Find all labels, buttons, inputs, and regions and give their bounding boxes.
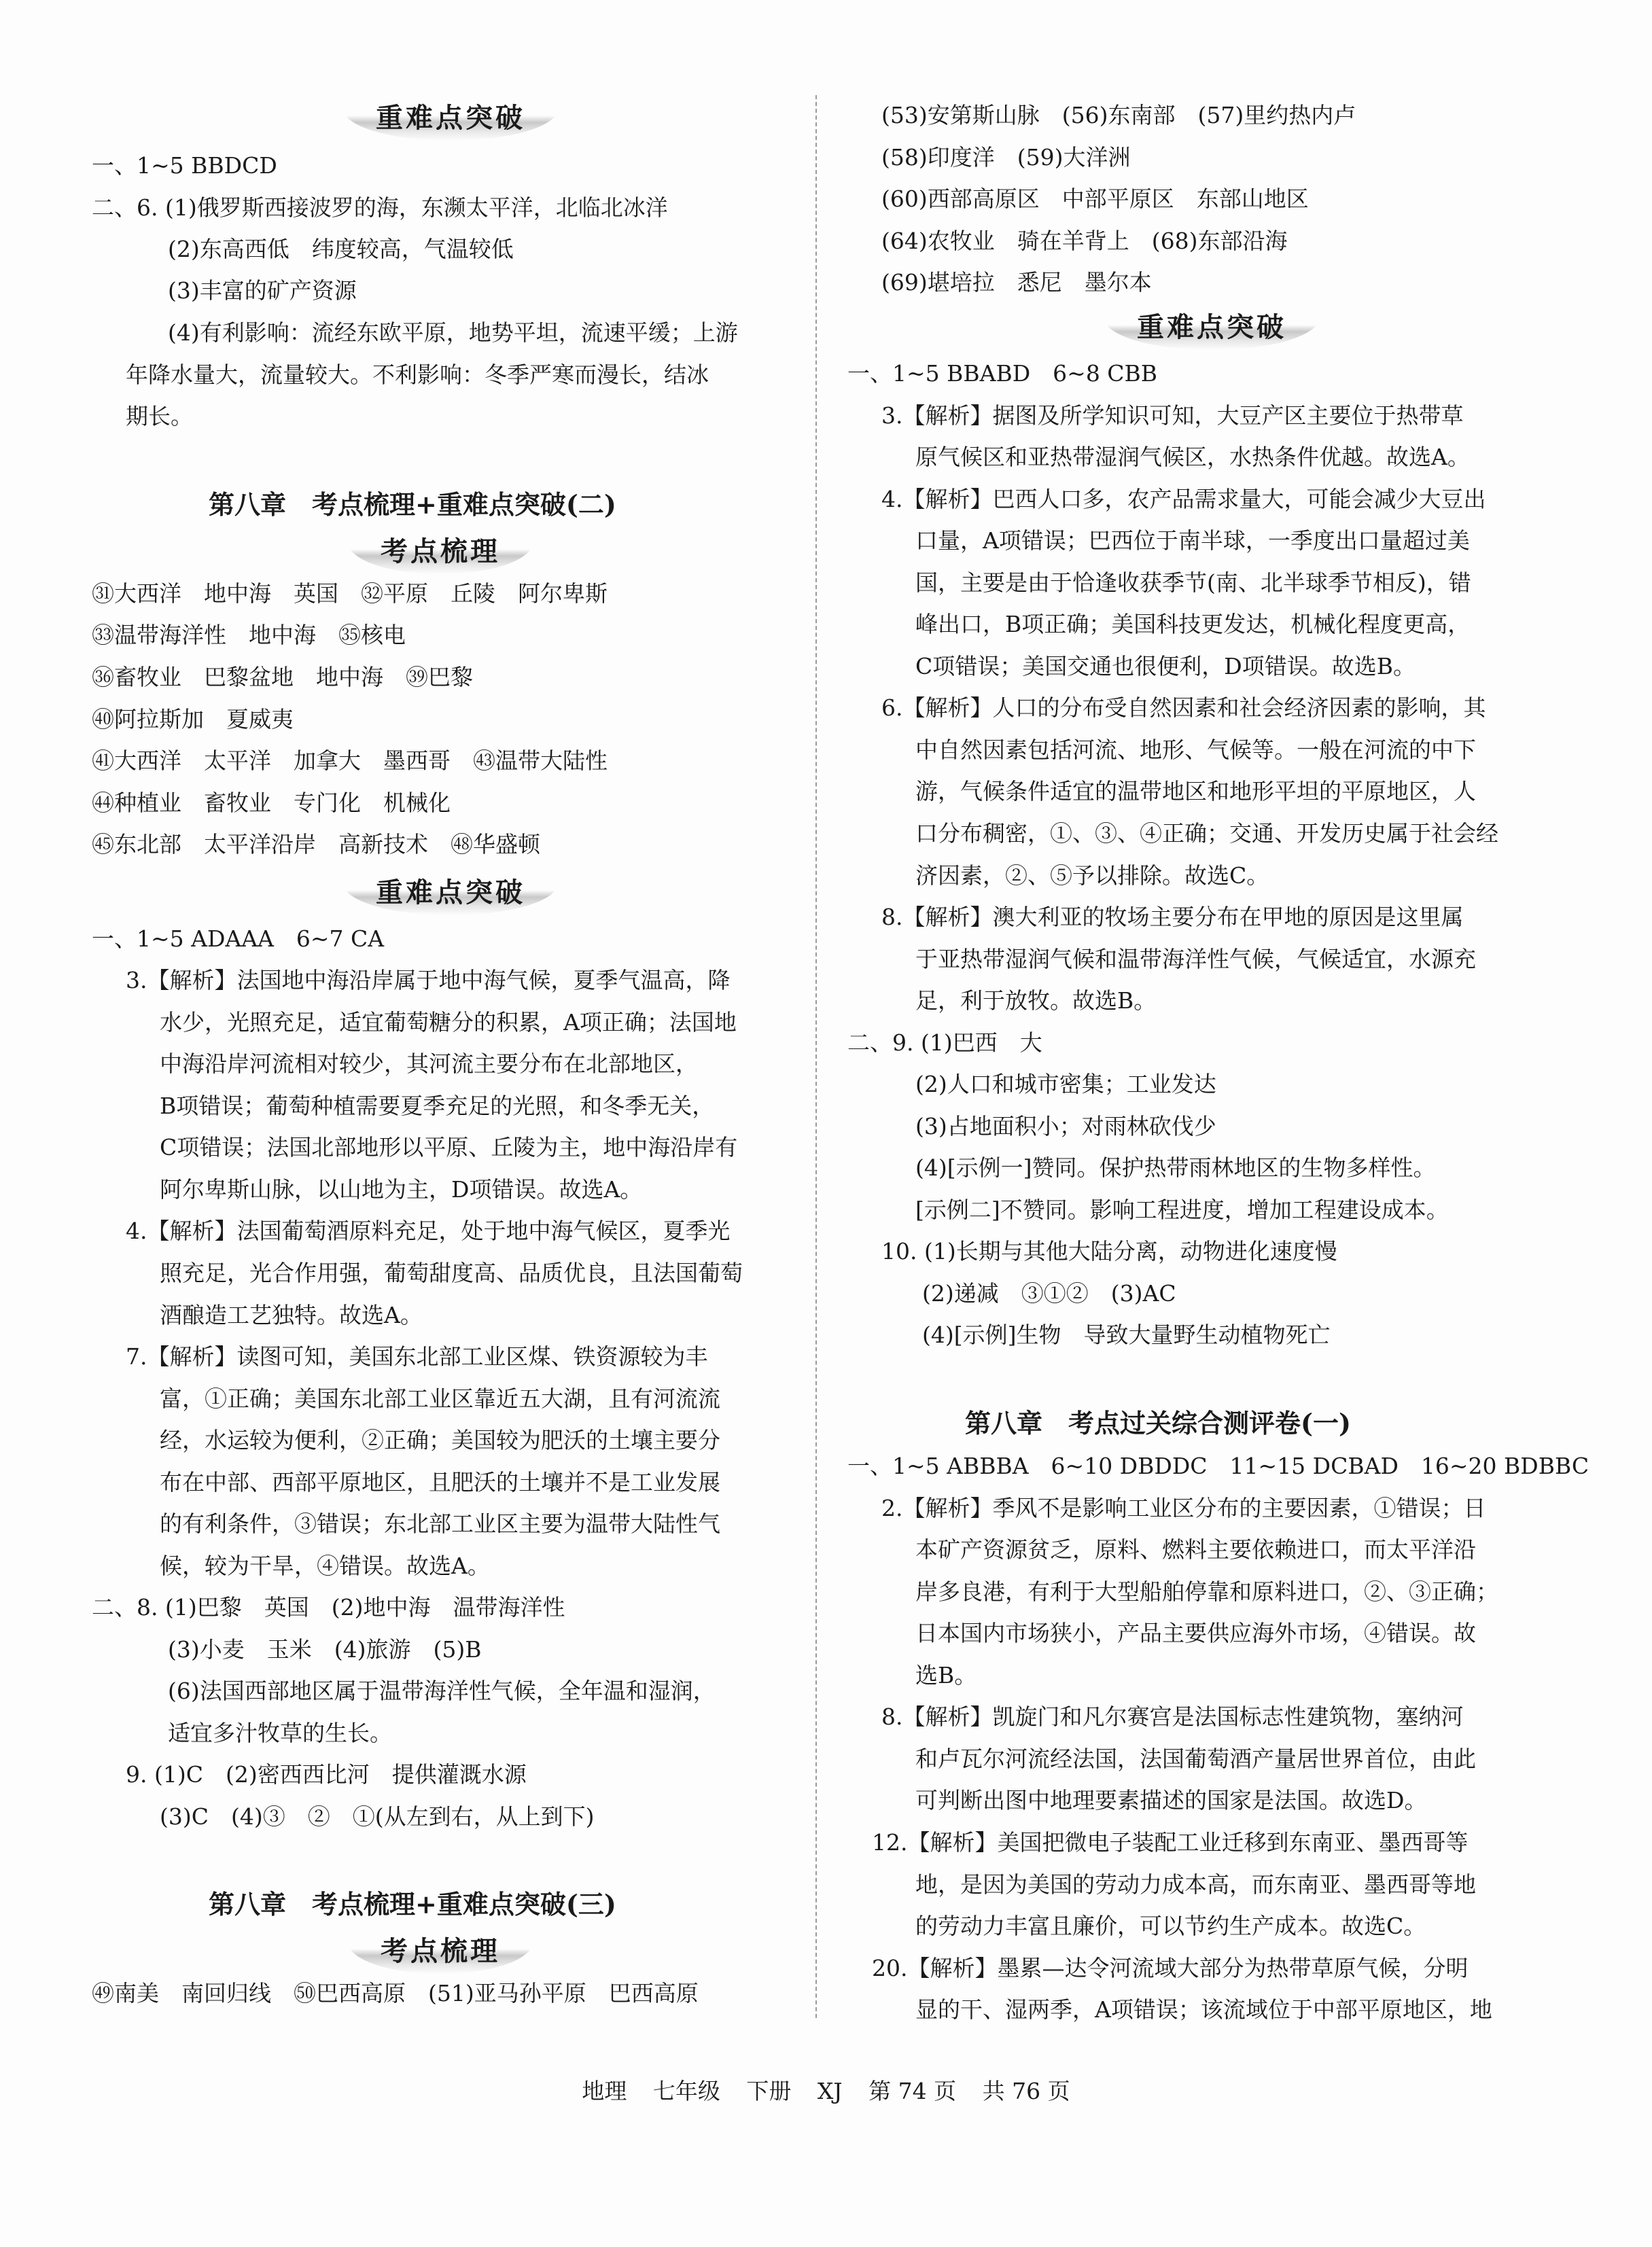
answer-line: 本矿产资源贫乏，原料、燃料主要依赖进口，而太平洋沿 xyxy=(915,1536,1476,1563)
answer-line: 4.【解析】巴西人口多，农产品需求量大，可能会减少大豆出 xyxy=(881,486,1486,512)
answer-line: 年降水量大，流量较大。不利影响：冬季严寒而漫长，结冰 xyxy=(126,361,709,388)
answer-line: (2)东高西低 纬度较高，气温较低 xyxy=(168,236,514,262)
answer-line: 布在中部、西部平原地区，且肥沃的土壤并不是工业发展 xyxy=(160,1469,720,1496)
answer-line: (69)堪培拉 悉尼 墨尔本 xyxy=(881,269,1152,296)
section-header-key-points: 考点梳理 xyxy=(348,529,533,574)
answer-line: 富，①正确；美国东北部工业区靠近五大湖，且有河流流 xyxy=(160,1385,720,1412)
answer-line: (6)法国西部地区属于温带海洋性气候，全年温和湿润， xyxy=(168,1678,716,1704)
answer-line: ㊹种植业 畜牧业 专门化 机械化 xyxy=(92,790,451,816)
answer-line: 20.【解析】墨累—达令河流域大部分为热带草原气候，分明 xyxy=(872,1955,1469,1981)
answer-line: (4)有利影响：流经东欧平原，地势平坦，流速平缓；上游 xyxy=(168,319,738,346)
answer-line: 适宜多汁牧草的生长。 xyxy=(168,1720,392,1746)
answer-line: ㊺东北部 太平洋沿岸 高新技术 ㊽华盛顿 xyxy=(92,831,540,857)
answer-line: ㊶大西洋 太平洋 加拿大 墨西哥 ㊸温带大陆性 xyxy=(92,747,608,774)
answer-line: 足，利于放牧。故选B。 xyxy=(915,987,1157,1014)
answer-line: 12.【解析】美国把微电子装配工业迁移到东南亚、墨西哥等 xyxy=(872,1829,1469,1856)
answer-line: 国，主要是由于恰逢收获季节(南、北半球季节相反)，错 xyxy=(915,569,1471,596)
answer-line: 口量，A项错误；巴西位于南半球，一季度出口量超过美 xyxy=(915,527,1470,554)
answer-line: 酒酿造工艺独特。故选A。 xyxy=(160,1302,423,1328)
footer-subject: 地理 xyxy=(582,2078,627,2104)
answer-line: (3)占地面积小；对雨林砍伐少 xyxy=(915,1113,1216,1139)
answer-line: (58)印度洋 (59)大洋洲 xyxy=(881,144,1131,171)
answer-line: 9. (1)C (2)密西西比河 提供灌溉水源 xyxy=(126,1761,527,1788)
answer-line: 显的干、湿两季，A项错误；该流域位于中部平原地区，地 xyxy=(915,1996,1492,2023)
answer-line: 阿尔卑斯山脉，以山地为主，D项错误。故选A。 xyxy=(160,1176,643,1203)
footer-page-total: 共 76 页 xyxy=(982,2078,1070,2104)
answer-line: 一、1~5 ADAAA 6~7 CA xyxy=(92,925,385,952)
section-header-difficult-points: 重难点突破 xyxy=(1104,304,1319,350)
answer-line: (2)递减 ③①② (3)AC xyxy=(922,1280,1176,1307)
footer-volume: 下册 xyxy=(746,2078,792,2104)
answer-line: 二、6. (1)俄罗斯西接波罗的海，东濒太平洋，北临北冰洋 xyxy=(92,194,668,221)
answer-line: ㊾南美 南回归线 ㊿巴西高原 (51)亚马孙平原 巴西高原 xyxy=(92,1980,699,2006)
answer-line: 地，是因为美国的劳动力成本高，而东南亚、墨西哥等地 xyxy=(915,1871,1476,1898)
chapter-title: 第八章 考点梳理+重难点突破(三) xyxy=(209,1889,616,1919)
section-header-key-points: 考点梳理 xyxy=(348,1928,533,1974)
answer-line: 一、1~5 BBDCD xyxy=(92,152,277,179)
answer-line: 10. (1)长期与其他大陆分离，动物进化速度慢 xyxy=(881,1238,1337,1264)
chapter-title: 第八章 考点梳理+重难点突破(二) xyxy=(209,489,616,520)
section-header-difficult-points: 重难点突破 xyxy=(343,870,558,915)
page-footer xyxy=(0,2074,1652,2106)
footer-page-number: 第 74 页 xyxy=(868,2078,957,2104)
answer-line: C项错误；美国交通也很便利，D项错误。故选B。 xyxy=(915,653,1416,679)
answer-line: 峰出口，B项正确；美国科技更发达，机械化程度更高， xyxy=(915,611,1471,637)
chapter-title: 第八章 考点过关综合测评卷(一) xyxy=(965,1408,1351,1438)
answer-line: [示例二]不赞同。影响工程进度，增加工程建设成本。 xyxy=(915,1197,1449,1223)
answer-line: B项错误；葡萄种植需要夏季充足的光照，和冬季无关， xyxy=(160,1093,715,1119)
answer-line: (2)人口和城市密集；工业发达 xyxy=(915,1071,1216,1097)
answer-line: 中海沿岸河流相对较少，其河流主要分布在北部地区， xyxy=(160,1050,698,1077)
answer-line: 的有利条件，③错误；东北部工业区主要为温带大陆性气 xyxy=(160,1510,720,1537)
answer-line: 于亚热带湿润气候和温带海洋性气候，气候适宜，水源充 xyxy=(915,946,1476,972)
answer-line: 一、1~5 ABBBA 6~10 DBDDC 11~15 DCBAD 16~20 BDBBC xyxy=(847,1453,1589,1479)
answer-line: 3.【解析】据图及所学知识可知，大豆产区主要位于热带草 xyxy=(881,402,1464,429)
answer-line: 期长。 xyxy=(126,403,193,429)
answer-line: 7.【解析】读图可知，美国东北部工业区煤、铁资源较为丰 xyxy=(126,1343,708,1370)
answer-line: 原气候区和亚热带湿润气候区，水热条件优越。故选A。 xyxy=(915,444,1470,470)
column-divider xyxy=(815,95,817,2018)
footer-edition: XJ xyxy=(817,2078,843,2104)
answer-line: C项错误；法国北部地形以平原、丘陵为主，地中海沿岸有 xyxy=(160,1134,738,1161)
answer-line: ㊵阿拉斯加 夏威夷 xyxy=(92,706,294,732)
answer-line: (3)丰富的矿产资源 xyxy=(168,277,357,304)
answer-line: 候，较为干旱，④错误。故选A。 xyxy=(160,1553,490,1579)
answer-line: 照充足，光合作用强，葡萄甜度高、品质优良，且法国葡萄 xyxy=(160,1260,743,1286)
answer-line: (3)C (4)③ ② ①(从左到右，从上到下) xyxy=(160,1803,595,1830)
answer-line: (60)西部高原区 中部平原区 东部山地区 xyxy=(881,185,1309,212)
answer-line: 选B。 xyxy=(915,1662,977,1688)
answer-line: 二、8. (1)巴黎 英国 (2)地中海 温带海洋性 xyxy=(92,1594,565,1621)
answer-line: 可判断出图中地理要素描述的国家是法国。故选D。 xyxy=(915,1787,1427,1813)
answer-line: (4)[示例一]赞同。保护热带雨林地区的生物多样性。 xyxy=(915,1154,1436,1181)
answer-line: ㉝温带海洋性 地中海 ㉟核电 xyxy=(92,622,406,648)
footer-grade: 七年级 xyxy=(652,2078,720,2104)
answer-line: 口分布稠密，①、③、④正确；交通、开发历史属于社会经 xyxy=(915,820,1498,847)
answer-line: 游，气候条件适宜的温带地区和地形平坦的平原地区，人 xyxy=(915,778,1476,804)
answer-line: (53)安第斯山脉 (56)东南部 (57)里约热内卢 xyxy=(881,102,1356,128)
answer-line: (4)[示例]生物 导致大量野生动植物死亡 xyxy=(922,1322,1331,1348)
answer-line: 济因素，②、⑤予以排除。故选C。 xyxy=(915,862,1269,889)
answer-line: (64)农牧业 骑在羊背上 (68)东部沿海 xyxy=(881,228,1288,254)
answer-line: 岸多良港，有利于大型船舶停靠和原料进口，②、③正确； xyxy=(915,1578,1498,1605)
answer-line: 经，水运较为便利，②正确；美国较为肥沃的土壤主要分 xyxy=(160,1427,720,1453)
answer-line: 中自然因素包括河流、地形、气候等。一般在河流的中下 xyxy=(915,737,1476,763)
answer-line: (3)小麦 玉米 (4)旅游 (5)B xyxy=(168,1636,482,1663)
answer-line: ㊱畜牧业 巴黎盆地 地中海 ㊴巴黎 xyxy=(92,664,473,690)
answer-line: 二、9. (1)巴西 大 xyxy=(847,1029,1042,1056)
answer-line: ㉛大西洋 地中海 英国 ㉜平原 丘陵 阿尔卑斯 xyxy=(92,580,608,607)
answer-line: 8.【解析】澳大利亚的牧场主要分布在甲地的原因是这里属 xyxy=(881,904,1464,930)
answer-line: 日本国内市场狭小，产品主要供应海外市场，④错误。故 xyxy=(915,1620,1476,1646)
answer-line: 6.【解析】人口的分布受自然因素和社会经济因素的影响，其 xyxy=(881,694,1486,721)
answer-line: 3.【解析】法国地中海沿岸属于地中海气候，夏季气温高，降 xyxy=(126,967,731,993)
answer-line: 2.【解析】季风不是影响工业区分布的主要因素，①错误；日 xyxy=(881,1495,1486,1521)
answer-line: 一、1~5 BBABD 6~8 CBB xyxy=(847,360,1158,387)
section-header-difficult-points: 重难点突破 xyxy=(343,95,558,141)
answer-line: 8.【解析】凯旋门和凡尔赛宫是法国标志性建筑物，塞纳河 xyxy=(881,1703,1464,1730)
answer-line: 4.【解析】法国葡萄酒原料充足，处于地中海气候区，夏季光 xyxy=(126,1218,731,1244)
answer-line: 和卢瓦尔河流经法国，法国葡萄酒产量居世界首位，由此 xyxy=(915,1746,1476,1772)
answer-line: 水少，光照充足，适宜葡萄糖分的积累，A项正确；法国地 xyxy=(160,1009,737,1036)
answer-line: 的劳动力丰富且廉价，可以节约生产成本。故选C。 xyxy=(915,1913,1426,1939)
